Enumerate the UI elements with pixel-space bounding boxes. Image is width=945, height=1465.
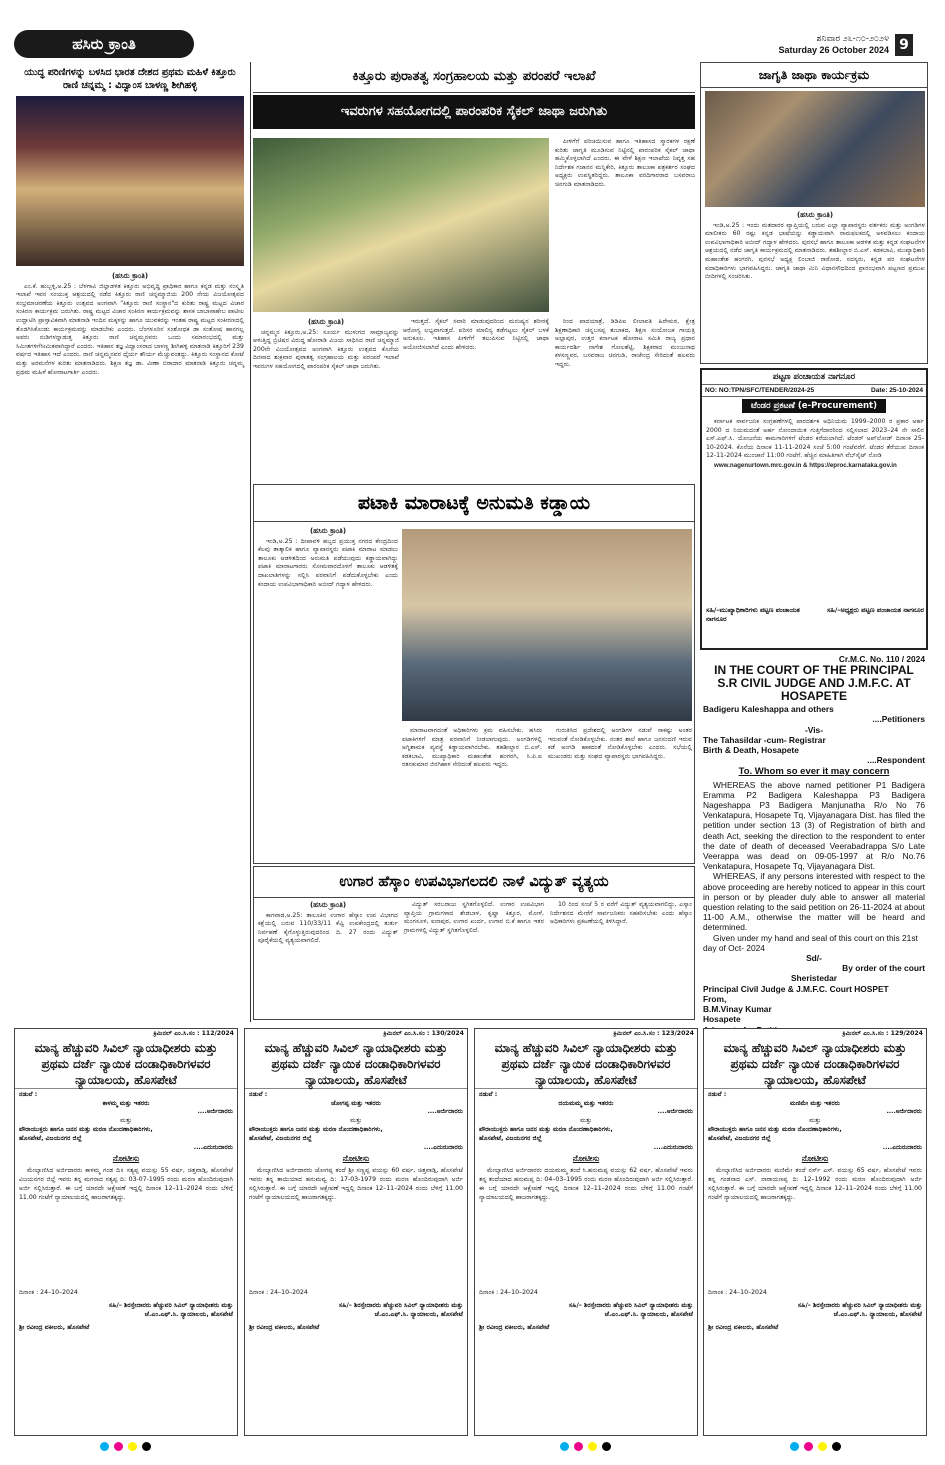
fireworks-headline: ಪಟಾಕಿ ಮಾರಾಟಕ್ಕೆ ಅನುಮತಿ ಕಡ್ಡಾಯ — [254, 485, 694, 522]
notice-body: ಮೇಲ್ಕಾಣಿಸಿದ ಅರ್ಜಿದಾರರು ದಯಮಮ್ಮ ತಂದೆ ಸಿ.ಹನುಮಪ್ಪ ವಯಸ್ಸು 62 ವರ್ಷ, ಹೊಸಪೇಟೆ ಇವರು ತನ್ನ ತಂದೆಯಾದ ಹನುಮಪ್ಪ ದಿ: 04–03–1995 ರಂದು ಮರಣ ಹೊಂದಿರುವುದಾಗಿ ಅರ್ಜಿ ಸಲ್ಲಿಸಿರುತ್ತಾರೆ. ಈ ಬಗ್ಗೆ ಯಾರದೇ ಆಕ್ಷೇಪಣೆ ಇದ್ದಲ್ಲಿ ದಿನಾಂಕ 12–11–2024 ರಂದು ಬೆಳಿಗ್ಗೆ 11.00 ಗಂಟೆಗೆ ನ್ಯಾಯಾಲಯದಲ್ಲಿ ಹಾಜರಾಗತಕ್ಕದ್ದು. — [479, 1167, 693, 1201]
notice-respondent-tag: ....ಎದುರುದಾರರು — [882, 1143, 922, 1151]
notice-between: ನಡುವೆ : — [479, 1090, 498, 1098]
tender-signature-president: ಸಹಿ/–ಅಧ್ಯಕ್ಷರು ಪಟ್ಟಣ ಪಂಚಾಯತ ನಾಗನೂರ — [826, 606, 924, 614]
notice-advocate: ಶ್ರೀ ರವೀಂದ್ರ ವಕೀಲರು, ಹೊಸಪೇಟೆ — [19, 1323, 90, 1331]
power-headline: ಉಗಾರ ಹೆಸ್ಕಾಂ ಉಪವಿಭಾಗಲದಲಿ ನಾಳೆ ವಿದ್ಯುತ್ ವ್ಯತ್ಯಯ — [254, 867, 694, 898]
court-petitioners-label: ....Petitioners — [872, 714, 925, 725]
registration-dot-yellow — [588, 1442, 597, 1451]
court-advocate: B.M.Vinay Kumar — [703, 1004, 772, 1015]
power-story — [253, 866, 695, 1020]
registration-dot-yellow — [128, 1442, 137, 1451]
court-place: Hosapete — [703, 1014, 741, 1025]
center-top-paragraph-b: ಚನ್ನಮ್ಮನ ಕಿತ್ತೂರು,ಅ.25: ಸೂರ್ಯ ಮುಳುಗದ ಸಾಮ್ರಾಜ್ಯವನ್ನು ಆಳುತ್ತಿದ್ದ ಬ್ರಿಟಿಷರ ವಿರುದ್ಧ ಹೋರಾಡಿ ವಿಜಯ ಸಾಧಿಸಿದ ರಾಣಿ ಚನ್ನಮ್ಮಾಜಿ 200ನೇ ವಿಜಯೋತ್ಸವದ ಅಂಗವಾಗಿ ಕಿತ್ತೂರು ಉತ್ಸವದ ಕೊನೆಯ ದಿನವಾದ ಶುಕ್ರವಾರ ಪುರಾತತ್ವ ಸಂಗ್ರಹಾಲಯ ಮತ್ತು ಪರಂಪರೆ ಇಲಾಖೆ ಇವರುಗಳ ಸಹಯೋಗದಲ್ಲಿ ಪಾರಂಪರಿಕ ಸೈಕಲ್ ಜಾಥಾ ಜರುಗಿತು. — [253, 328, 399, 370]
tender-paragraph: ಕರ್ನಾಟಕ ಸಾರ್ವಜನಿಕ ಸಂಗ್ರಹಣೆಗಳಲ್ಲಿ ಪಾರದರ್ಶಕ ಅಧಿನಿಯಮ 1999–2000 ರ ಪ್ರಕಾರ ಅರ್ಹ 2000 ದ ನಿಯಮದಂತೆ ಅರ್ಹ ನೋಂದಾಯಿತ ಗುತ್ತಿಗೆದಾರರಿಂದ ಸಲ್ಲಿಸಲಾದ 2023–24 ನೇ ಸಾಲಿನ ಎಸ್.ಎಫ್.ಸಿ. ಯೋಜನೆಯ ಕಾಮಗಾರಿಗಳಿಗೆ ಟೆಂಡರ ಕರೆಯಲಾಗಿದೆ. ಟೆಂಡರ್ ಅಪ್‌ಲೋಡ್ ದಿನಾಂಕ 25-10-2024. ಕೊನೆಯ ದಿನಾಂಕ 11-11-2024 ಸಂಜೆ 5:00 ಗಂಟೆವರೆಗೆ. ಟೆಂಡರ ತೆರೆಯುವ ದಿನಾಂಕ 12-11-2024 ಮುಂಜಾನೆ 11:00 ಗಂಟೆಗೆ. ಹೆಚ್ಚಿನ ಮಾಹಿತಿಗಾಗಿ ವೆಬ್‌ಸೈಟ್ ನೋಡಿ — [706, 418, 924, 460]
registration-dot-cyan — [790, 1442, 799, 1451]
court-body-1: WHEREAS the above named petitioner P1 Badigera Eramma P2 Badigera Kaleshappa P3 Badigera Nageshappa P3 Badigera Manjunatha R/o No 76 Venkatapura, Hosapete Tq, Vijayanagara Dist. has filed the petition under section 13 (3) of Registration of birth and death Act, seeking the direction to the respondent to enter the date of death of deceased Veerabadrappa S/o Late Veerappa was dead on 09-05-1997 at R/o No.76 Venkatapura, Hosapete Tq, Vijayanagara Dist. — [703, 779, 925, 872]
registration-dot-black — [602, 1442, 611, 1451]
court-respondent: The Tahasildar -cum- Registrar Birth & Death, Hosapete — [703, 734, 826, 756]
left-story-headline: ಯುದ್ಧ ಪರಿಣಿಗಳನ್ನು ಬಳಸಿದ ಭಾರತ ದೇಶದ ಪ್ರಥಮ ಮಹಿಳೆ ಕಿತ್ತೂರು ರಾಣಿ ಚನ್ನಮ್ಮ : ವಿದ್ವಾಂಸ ಬಾಳಣ್ಣ ಶೀಗಿಹಳ್ಳಿ — [24, 67, 236, 91]
notice-petitioner: ದಯಮಮ್ಮ ಮತ್ತು ಇತರರು — [558, 1099, 614, 1107]
court-petitioners: Badigeru Kaleshappa and others — [703, 704, 834, 715]
court-notice-kannada — [244, 1028, 468, 1436]
tender-body — [706, 418, 924, 598]
left-story-credit: (ಹಸಿರು ಕ್ರಾಂತಿ) — [111, 272, 149, 280]
date-english: Saturday 26 October 2024 — [778, 45, 889, 55]
fireworks-paragraph-c: ಗುರುತಿಸಿದ ಪ್ರದೇಶದಲ್ಲಿ ಅಂಗಡಿಗಳ ನಡುವೆ ಸಾಕಷ್ಟು ಅಂತರ ಇರುವಂತೆ ನೋಡಿಕೊಳ್ಳಬೇಕು. ನಂತರ ಶಾಲೆ ಹಾಗೂ ಜನಸಂದಣಿ ಇರುವ ಕಡೆ ಅಂಗಡಿ ಹಾಕದಂತೆ ನೋಡಿಕೊಳ್ಳಬೇಕು ಎಂದರು. ಸಭೆಯಲ್ಲಿ ಮುಖಂಡರು ಮತ್ತು ಸಂಘದ ವ್ಯಾಪಾರಸ್ಥರು ಭಾಗವಹಿಸಿದ್ದರು. — [548, 727, 692, 760]
tender-website: www.nagenurtown.mrc.gov.in & https://eproc.karnataka.gov.in — [714, 461, 897, 469]
tender-date: Date: 25-10-2024 — [870, 387, 923, 394]
court-notice-kannada — [703, 1028, 927, 1436]
awareness-paragraph: ಇಂಡಿ,ಅ.25 : ಇಂದು ಮತದಾರರ ವ್ಯಾಪ್ತಿಯಲ್ಲಿ ಬರುವ ಎಲ್ಲಾ ವ್ಯಾಪಾರಸ್ಥರು ವರ್ತಕರು ಮತ್ತು ಅಂಗಡಿಗಳ ಮಾಲೀಕರು 60 ರಷ್ಟು ಕನ್ನಡ ಭಾಷೆಯನ್ನು ಕಡ್ಡಾಯವಾಗಿ ನಾಮಫಲಕದಲ್ಲಿ ಅಳವಡಿಸಲು ಕಂದಾಯ ಉಪವಿಭಾಗಾಧಿಕಾರಿ ಅಬೀದ್ ಗದ್ಯಾಳ ಹೇಳಿದರು. ಪುರಸಭೆ ಹಾಗೂ ತಾಲೂಕಾ ಆಡಳಿತ ಮತ್ತು ಕನ್ನಡ ಸಂಘಟನೆಗಳ ಆಶ್ರಯದಲ್ಲಿ ನಡೆದ ಜಾಗೃತಿ ಕಾರ್ಯಕ್ರಮದಲ್ಲಿ ಮಾತನಾಡಿದರು. ತಹಶೀಲ್ದಾರ ಬಿ.ಎಸ್. ಕಡಕಬಾವಿ, ಮುಖ್ಯಾಧಿಕಾರಿ ಮಹಾಂತೇಶ ಹಂಗರಗಿ, ಪುರಸಭೆ ಅಧ್ಯಕ್ಷ ಲಿಂಬಾಜಿ ರಾಠೋಡ, ಸದಸ್ಯರು, ಕನ್ನಡ ಪರ ಸಂಘಟನೆಗಳ ಪದಾಧಿಕಾರಿಗಳು ಭಾಗವಹಿಸಿದ್ದರು. ಜಾಗೃತಿ ಜಾಥಾ ಮಿನಿ ವಿಧಾನಸೌಧದಿಂದ ಪ್ರಾರಂಭವಾಗಿ ಪಟ್ಟಣದ ಪ್ರಮುಖ ಬೀದಿಗಳಲ್ಲಿ ಸಂಚರಿಸಿತು. — [705, 221, 925, 281]
page-number: 9 — [895, 34, 913, 56]
notice-signature: ಸಹಿ/– ಶಿರಸ್ತೇದಾರರು ಹೆಚ್ಚುವರಿ ಸಿವಿಲ್ ನ್ಯಾಯಾಧೀಶರು ಮತ್ತು ಜೆ.ಎಂ.ಎಫ್.ಸಿ. ನ್ಯಾಯಾಲಯ, ಹೊಸಪೇಟೆ — [797, 1301, 922, 1318]
court-sd: Sd/- — [806, 953, 822, 964]
notice-advocate: ಶ್ರೀ ರವೀಂದ್ರ ವಕೀಲರು, ಹೊಸಪೇಟೆ — [479, 1323, 550, 1331]
center-top-paragraph-a: ಪೀಳಿಗೆಗೆ ಪರಿಚಯಿಸುವ ಹಾಗೂ ಇತಿಹಾಸದ ಸ್ಮಾರಕಗಳ ರಕ್ಷಣೆ ಕುರಿತು ಜಾಗೃತಿ ಮೂಡಿಸುವ ನಿಟ್ಟಿನಲ್ಲಿ ಪಾರಂಪರಿಕ ಸೈಕಲ್ ಜಾಥಾ ಹಮ್ಮಿಕೊಳ್ಳಲಾಗಿದೆ ಎಂದರು. ಈ ವೇಳೆ ಶಿಕ್ಷಣ ಇಲಾಖೆಯ ನಿವೃತ್ತ ಸಹ ನಿರ್ದೇಶಕ ಗಜಾನನ ಮನ್ನಿಕೇರಿ, ಕಿತ್ತೂರು ತಾಲೂಕಾ ಪತ್ರಕರ್ತರ ಸಂಘದ ಅಧ್ಯಕ್ಷರು ಉಪಸ್ಥಿತರಿದ್ದರು. ತಾಲೂಕಾ ವರದಿಗಾರರಾದ ಬಸವರಾಜ ಚಿನಗುಡಿ ಮಾತನಾಡಿದರು. — [555, 138, 695, 188]
notice-case-number: ಕ್ರಿಮಿನಲ್ ಎಂ.ಸಿ.ಸಂ : 112/2024 — [153, 1030, 234, 1037]
registration-dot-cyan — [100, 1442, 109, 1451]
notice-court-title: ಮಾನ್ಯ ಹೆಚ್ಚುವರಿ ಸಿವಿಲ್ ನ್ಯಾಯಾಧೀಶರು ಮತ್ತು ಪ್ರಥಮ ದರ್ಜೆ ನ್ಯಾಯಿಕ ದಂಡಾಧಿಕಾರಿಗಳವರ ನ್ಯಾಯಾಲಯ, ಹೊಸಪೇಟೆ — [475, 1040, 697, 1089]
notice-signature: ಸಹಿ/– ಶಿರಸ್ತೇದಾರರು ಹೆಚ್ಚುವರಿ ಸಿವಿಲ್ ನ್ಯಾಯಾಧೀಶರು ಮತ್ತು ಜೆ.ಎಂ.ಎಫ್.ಸಿ. ನ್ಯಾಯಾಲಯ, ಹೊಸಪೇಟೆ — [568, 1301, 693, 1318]
date-kannada: ಶನಿವಾರ ೨೬-೧೦-೨೦೨೪ — [816, 33, 889, 43]
notice-and: ಮತ್ತು — [120, 1117, 132, 1125]
court-order: By order of the court — [842, 963, 925, 974]
notice-respondent-tag: ....ಎದುರುದಾರರು — [653, 1143, 693, 1151]
center-top-story — [253, 62, 695, 482]
center-top-credit: (ಹಸಿರು ಕ್ರಾಂತಿ) — [307, 318, 345, 326]
left-story-body — [16, 272, 244, 1020]
court-body-3: Given under my hand and seal of this court on this 21st day of Oct- 2024 — [703, 932, 918, 953]
notice-court-title: ಮಾನ್ಯ ಹೆಚ್ಚುವರಿ ಸಿವಿಲ್ ನ್ಯಾಯಾಧೀಶರು ಮತ್ತು ಪ್ರಥಮ ದರ್ಜೆ ನ್ಯಾಯಿಕ ದಂಡಾಧಿಕಾರಿಗಳವರ ನ್ಯಾಯಾಲಯ, ಹೊಸಪೇಟೆ — [245, 1040, 467, 1089]
left-story — [14, 66, 246, 1022]
column-divider — [250, 62, 251, 1022]
center-top-paragraph-d: ರಿಂದ ಪಾದಯಾತ್ರೆ, ಡಿಡಿಪಿಐ ಲೀಲಾವತಿ ಹಿರೇಮಠ, ಕ್ಷೇತ್ರ ಶಿಕ್ಷಣಾಧಿಕಾರಿ ಚನ್ನಬಸಪ್ಪ ತುಬಾಕದ, ಶಿಕ್ಷಣ ಸಂಯೋಜಕ ಗಾಯತ್ರಿ ಅಲ್ಲಾಪುರ, ಉತ್ತರ ಕರ್ನಾಟಕ ಹೋರಾಟ ಸಮಿತಿ ರಾಜ್ಯ ಪ್ರಧಾನ ಕಾರ್ಯದರ್ಶಿ ನಾಗೇಶ ಗೋಲಶೆಟ್ಟಿ, ಶಿಕ್ಷಕರಾದ ಮಂಜುನಾಥ ಕಳಸಣ್ಣವರ, ಬಸವರಾಜ ಚಿನಗುಡಿ, ರಾಜೇಂದ್ರ ಸೇರಿದಂತೆ ಹಲವರು ಇದ್ದರು. — [555, 318, 695, 368]
awareness-headline: ಜಾಗೃತಿ ಜಾಥಾ ಕಾರ್ಯಕ್ರಮ — [701, 63, 927, 88]
tender-notice — [700, 368, 928, 650]
fireworks-paragraph-a: ಇಂಡಿ,ಅ.25 : ದೀಪಾವಳಿ ಹಬ್ಬದ ಪ್ರಯುಕ್ತ ನಗರದ ಕೇಂದ್ರದಿಂದ ಕೆಲವು ತಾತ್ಕಾಲಿಕ ಹಾಗೂ ವ್ಯಾಪಾರಸ್ಥರು ಪಟಾಕಿ ಮಾರಾಟ ಮಾಡಲು ತಾಲೂಕು ಆಡಳಿತದಿಂದ ಅನುಮತಿ ಪಡೆಯುವುದು ಕಡ್ಡಾಯವಾಗಿದ್ದು ಪಟಾಕಿ ಮಾರಾಟಗಾರರು ಸೋಮವಾರದೊಳಗೆ ತಾಲೂಕು ಆಡಳಿತಕ್ಕೆ ದಾಖಲಾತಿಗಳನ್ನು ಸಲ್ಲಿಸಿ ಪರವಾನಿಗೆ ಪಡೆದುಕೊಳ್ಳಬೇಕು ಎಂದು ಕಂದಾಯ ಉಪವಿಭಾಗಾಧಿಕಾರಿ ಅಬೀದ್ ಗದ್ಯಾಳ ಹೇಳಿದರು. — [258, 537, 398, 588]
center-top-body-a — [555, 138, 695, 312]
notice-label: ನೋಟೀಸು — [342, 1154, 370, 1164]
power-body-b — [404, 901, 544, 1017]
tender-number: NO: NO:TPN/SFC/TENDER/2024-25 — [705, 387, 815, 394]
notice-court-title: ಮಾನ್ಯ ಹೆಚ್ಚುವರಿ ಸಿವಿಲ್ ನ್ಯಾಯಾಧೀಶರು ಮತ್ತು ಪ್ರಥಮ ದರ್ಜೆ ನ್ಯಾಯಿಕ ದಂಡಾಧಿಕಾರಿಗಳವರ ನ್ಯಾಯಾಲಯ, ಹೊಸಪೇಟೆ — [704, 1040, 926, 1089]
notice-parties — [475, 1089, 697, 1335]
court-notice-kannada — [14, 1028, 238, 1436]
registration-dot-magenta — [114, 1442, 123, 1451]
center-top-body-c — [403, 318, 549, 482]
registration-dot-black — [832, 1442, 841, 1451]
center-top-headline-2: ಇವರುಗಳ ಸಹಯೋಗದಲ್ಲಿ ಪಾರಂಪರಿಕ ಸೈಕಲ್ ಜಾಥಾ ಜರುಗಿತು — [253, 95, 695, 129]
fireworks-photo — [402, 529, 692, 721]
court-case-number: Cr.M.C. No. 110 / 2024 — [838, 654, 925, 664]
notice-between: ನಡುವೆ : — [708, 1090, 727, 1098]
notice-respondent: ಪೌರಾಯುಕ್ತರು ಹಾಗೂ ಜನನ ಮತ್ತು ಮರಣ ನೊಂದಣಾಧಿಕಾರಿಗಳು, ಹೊಸಪೇಟೆ, ವಿಜಯನಗರ ಜಿಲ್ಲೆ — [249, 1125, 383, 1142]
notice-petitioner-tag: ....ಅರ್ಜಿದಾರರು — [427, 1108, 463, 1116]
fireworks-body-b — [402, 727, 542, 861]
notice-and: ಮತ್ತು — [350, 1117, 362, 1125]
court-notice-kannada — [474, 1028, 698, 1436]
registration-dot-magenta — [804, 1442, 813, 1451]
court-respondent-label: ....Respondent — [867, 755, 925, 766]
notice-advocate: ಶ್ರೀ ರವೀಂದ್ರ ವಕೀಲರು, ಹೊಸಪೇಟೆ — [249, 1323, 320, 1331]
power-credit: (ಹಸಿರು ಕ್ರಾಂತಿ) — [309, 901, 347, 909]
notice-case-number: ಕ್ರಿಮಿನಲ್ ಎಂ.ಸಿ.ಸಂ : 129/2024 — [842, 1030, 923, 1037]
court-title: IN THE COURT OF THE PRINCIPAL S.R CIVIL JUDGE AND J.M.F.C. AT HOSAPETE — [714, 663, 914, 704]
court-whom: To. Whom so ever it may concern — [738, 766, 890, 778]
notice-petitioner: ಕಾಳಮ್ಮ ಮತ್ತು ಇತರರು — [102, 1099, 150, 1107]
tender-ref-row — [702, 385, 926, 397]
notice-respondent: ಪೌರಾಯುಕ್ತರು ಹಾಗೂ ಜನನ ಮತ್ತು ಮರಣ ನೊಂದಣಾಧಿಕಾರಿಗಳು, ಹೊಸಪೇಟೆ, ವಿಜಯನಗರ ಜಿಲ್ಲೆ — [708, 1125, 842, 1142]
notice-label: ನೋಟೀಸು — [112, 1154, 140, 1164]
registration-dot-magenta — [574, 1442, 583, 1451]
tender-signature-chief: ಸಹಿ/–ಮುಖ್ಯಾಧಿಕಾರಿಗಳು ಪಟ್ಟಣ ಪಂಚಾಯತ ನಾಗನೂರ — [706, 606, 800, 623]
masthead: ಹಸಿರು ಕ್ರಾಂತಿ — [14, 30, 194, 58]
notice-body: ಮೇಲ್ಕಾಣಿಸಿದ ಅರ್ಜಿದಾರರು ಮಣಿಮೇ ತಂದೆ ನರ್ಸ್ ಎಸ್. ವಯಸ್ಸು 65 ವರ್ಷ, ಹೊಸಪೇಟೆ ಇವರು ತನ್ನ ಗಂಡನಾದ ಎಸ್. ನಾರಾಯಣಪ್ಪ ದಿ: 12–1992 ರಂದು ಮರಣ ಹೊಂದಿರುವುದಾಗಿ ಅರ್ಜಿ ಸಲ್ಲಿಸಿರುತ್ತಾರೆ. ಈ ಬಗ್ಗೆ ಯಾರದೇ ಆಕ್ಷೇಪಣೆ ಇದ್ದಲ್ಲಿ ದಿನಾಂಕ 12–11–2024 ರಂದು ಬೆಳಿಗ್ಗೆ 11.00 ಗಂಟೆಗೆ ನ್ಯಾಯಾಲಯದಲ್ಲಿ ಹಾಜರಾಗತಕ್ಕದ್ದು. — [708, 1167, 922, 1201]
court-from: From, — [703, 993, 727, 1004]
registration-dot-black — [142, 1442, 151, 1451]
notice-date: ದಿನಾಂಕ : 24–10–2024 — [479, 1289, 538, 1297]
registration-dot-cyan — [560, 1442, 569, 1451]
center-top-headline-1: ಕಿತ್ತೂರು ಪುರಾತತ್ವ ಸಂಗ್ರಹಾಲಯ ಮತ್ತು ಪರಂಪರೆ ಇಲಾಖೆ — [253, 62, 695, 93]
court-sheristedar: Sheristedar — [790, 973, 838, 984]
fireworks-body-c — [548, 727, 692, 861]
notice-and: ಮತ್ತು — [580, 1117, 592, 1125]
awareness-credit: (ಹಸಿರು ಕ್ರಾಂತಿ) — [796, 211, 834, 219]
awareness-story — [700, 62, 928, 364]
notice-respondent: ಪೌರಾಯುಕ್ತರು ಹಾಗೂ ಜನನ ಮತ್ತು ಮರಣ ನೊಂದಣಾಧಿಕಾರಿಗಳು, ಹೊಸಪೇಟೆ, ವಿಜಯನಗರ ಜಿಲ್ಲೆ — [479, 1125, 613, 1142]
notice-date: ದಿನಾಂಕ : 24–10–2024 — [19, 1289, 78, 1297]
notice-signature: ಸಹಿ/– ಶಿರಸ್ತೇದಾರರು ಹೆಚ್ಚುವರಿ ಸಿವಿಲ್ ನ್ಯಾಯಾಧೀಶರು ಮತ್ತು ಜೆ.ಎಂ.ಎಫ್.ಸಿ. ನ್ಯಾಯಾಲಯ, ಹೊಸಪೇಟೆ — [338, 1301, 463, 1318]
notice-between: ನಡುವೆ : — [19, 1090, 38, 1098]
awareness-body — [705, 211, 925, 361]
notice-respondent: ಪೌರಾಯುಕ್ತರು ಹಾಗೂ ಜನನ ಮತ್ತು ಮರಣ ನೊಂದಣಾಧಿಕಾರಿಗಳು, ಹೊಸಪೇಟೆ, ವಿಜಯನಗರ ಜಿಲ್ಲೆ — [19, 1125, 153, 1142]
court-body-2: WHEREAS, if any persons interested with respect to the above proceeding are hereby noticed to appear in this court in person or by pleader duly able to answer all material question relating to the said petition on 26-11-2024 at about 11-00 A.M., otherwise the matter will be heard and determined. — [703, 871, 925, 933]
fireworks-paragraph-b: ಮಾರಾಟವಾಗದಂತೆ ಅಧಿಕಾರಿಗಳು ಕ್ರಮ ವಹಿಸಬೇಕು. ಹಸಿರು ಪಟಾಕಿಗಳಿಗೆ ಮಾತ್ರ ಪರವಾನಿಗೆ ನೀಡಲಾಗುವುದು. ಅಂಗಡಿಗಳಲ್ಲಿ ಅಗ್ನಿಶಾಮಕ ವ್ಯವಸ್ಥೆ ಕಡ್ಡಾಯವಾಗಿರಬೇಕು. ತಹಶೀಲ್ದಾರ ಬಿ.ಎಸ್. ಕಡಕಬಾವಿ, ಮುಖ್ಯಾಧಿಕಾರಿ ಮಹಾಂತೇಶ ಹಂಗರಗಿ, ಸಿ.ಪಿ.ಐ ರತನಕುಮಾರ ಜಿರಗಿಹಾಳ ಸೇರಿದಂತೆ ಹಲವರು ಇದ್ದರು. — [402, 727, 542, 769]
notice-date: ದಿನಾಂಕ : 24–10–2024 — [249, 1289, 308, 1297]
notice-petitioner-tag: ....ಅರ್ಜಿದಾರರು — [886, 1108, 922, 1116]
notice-label: ನೋಟೀಸು — [572, 1154, 600, 1164]
notice-signature: ಸಹಿ/– ಶಿರಸ್ತೇದಾರರು ಹೆಚ್ಚುವರಿ ಸಿವಿಲ್ ನ್ಯಾಯಾಧೀಶರು ಮತ್ತು ಜೆ.ಎಂ.ಎಫ್.ಸಿ. ನ್ಯಾಯಾಲಯ, ಹೊಸಪೇಟೆ — [108, 1301, 233, 1318]
court-versus: -Vis- — [805, 724, 823, 735]
center-top-body-d — [555, 318, 695, 482]
page-header — [14, 30, 919, 60]
tender-org: ಪಟ್ಟಣ ಪಂಚಾಯತ ನಾಗನೂರ — [702, 370, 926, 385]
fireworks-body-a — [258, 527, 398, 857]
left-story-paragraph: ಎಂ.ಕೆ. ಹುಬ್ಬಳ್ಳಿ,ಅ.25 : ಬೆಳಗಾವಿ ಜಿಲ್ಲಾಡಳಿತ ಕಿತ್ತೂರು ಅಭಿವೃದ್ಧಿ ಪ್ರಾಧಿಕಾರ ಹಾಗೂ ಕನ್ನಡ ಮತ್ತು ಸಂಸ್ಕೃತಿ ಇಲಾಖೆ ಇವರ ಸಂಯುಕ್ತ ಆಶ್ರಯದಲ್ಲಿ ನಡೆದ ಕಿತ್ತೂರು ರಾಣಿ ಚನ್ನಮ್ಮಾಜಿಯ 200 ನೇಯ ವಿಜಯೋತ್ಸವದ ಸಂಭ್ರಮಾಚರಣೆಯ ಕಿತ್ತೂರು ಉತ್ಸವದ ಅಂಗವಾಗಿ "ಕಿತ್ತೂರು ರಾಣಿ ಸಂಸ್ಥಾನ"ದ ಕುರಿತು ರಾಷ್ಟ್ರ ಮಟ್ಟದ ವಿಚಾರ ಸಂಕಿರಣ ಕಾರ್ಯಕ್ರಮ ಜರುಗಿತು. ರಾಷ್ಟ್ರ ಮಟ್ಟದ ವಿಚಾರ ಸಂಕಿರಣ ಕಾರ್ಯಕ್ರಮವನ್ನು ಶಾಸಕ ಬಾಬಾಸಾಹೇಬ ಪಾಟೀಲ ಉದ್ಘಾಟಿಸಿ ಪ್ರಾಸ್ತಾವಿಕವಾಗಿ ಮಾತನಾಡಿ ಇಂದಿನ ಮಕ್ಕಳನ್ನು ಹಾಗೂ ಯುವಕರನ್ನು ಇಂತಹ ರಾಷ್ಟ್ರ ಮಟ್ಟದ ಸಂಕೀರಣದಲ್ಲಿ ತೊಡಗಿಸಿಕೊಂಡು ಕಾರ್ಯಕ್ರಮವನ್ನು ಮಾಡಬೇಕು ಎಂದರು. ಬೆಂಗಳೂರಿನ ಸಂಶೋಧಕ ಡಾ ಸಂತೋಷ ಹಾನಗಲ್ಲ ಅವರು ನುಡಿಗಳನ್ನಾಡುತ್ತ ಕಿತ್ತೂರು ರಾಣಿ ಚನ್ನಮ್ಮನವರು ಒಂದು ಸಮಾರಂಭದಲ್ಲಿ ಮತ್ತು ಸಿಮೀತಗಳಿಗೆಸೀಮಿತವಾಗಿದ್ದಾರೆ ಎಂದರು. ಇತಿಹಾಸ ತಜ್ಞ ವಿದ್ವಾಂಸರಾದ ಬಾಳಣ್ಣ ಶೀಗಿಹಳ್ಳಿ ಮಾತನಾಡಿ ಕಿತ್ತೂರಿಗೆ 239 ವರ್ಷದ ಇತಿಹಾಸ ಇದೆ ಎಂದರು. ರಾಣಿ ಚನ್ನಮ್ಮನವರ ಧೈರ್ಯ ಶೌರ್ಯ ಮೆಚ್ಚುವಂತದ್ದು. ಕಿತ್ತೂರು ಸಂಸ್ಥಾನದ ಕೋಟೆ ಮತ್ತು ಅರಮನೆಗಳ ಕುರಿತು ಮಾತನಾಡಿದರು. ಶಿಕ್ಷಣ ತಜ್ಞ ಡಾ. ವೀಣಾ ಬಿರಾದಾರ ಮಾತನಾಡಿ ಕಿತ್ತೂರು ಚನ್ನಮ್ಮ ಪ್ರಥಮ ಮಹಿಳೆ ಹೋರಾಟಗಾರ್ತಿ ಎಂದರು. — [16, 282, 244, 376]
registration-dot-yellow — [818, 1442, 827, 1451]
power-body-a — [258, 901, 398, 1017]
notice-court-title: ಮಾನ್ಯ ಹೆಚ್ಚುವರಿ ಸಿವಿಲ್ ನ್ಯಾಯಾಧೀಶರು ಮತ್ತು ಪ್ರಥಮ ದರ್ಜೆ ನ್ಯಾಯಿಕ ದಂಡಾಧಿಕಾರಿಗಳವರ ನ್ಯಾಯಾಲಯ, ಹೊಸಪೇಟೆ — [15, 1040, 237, 1089]
notice-advocate: ಶ್ರೀ ರವೀಂದ್ರ ವಕೀಲರು, ಹೊಸಪೇಟೆ — [708, 1323, 779, 1331]
notice-respondent-tag: ....ಎದುರುದಾರರು — [193, 1143, 233, 1151]
date-block — [778, 32, 889, 56]
fireworks-story — [253, 484, 695, 864]
power-paragraph-c: 10 ರಿಂದ ಸಂಜೆ 5 ರ ವರೆಗೆ ವಿದ್ಯುತ್ ವ್ಯತ್ಯಯವಾಗಲಿದ್ದು, ಎಸ್ಕಾಂ ನಿರ್ದೇಶನದ ಮೇರೆಗೆ ಸಾರ್ವಜನಿಕರು ಸಹಕರಿಸಬೇಕು ಎಂದು ಹೆಸ್ಕಾಂ ಅಧಿಕಾರಿಗಳು ಪ್ರಕಟಣೆಯಲ್ಲಿ ತಿಳಿಸಿದ್ದಾರೆ. — [550, 901, 692, 926]
notice-parties — [704, 1089, 926, 1335]
center-top-photo — [253, 138, 549, 312]
notice-body: ಮೇಲ್ಕಾಣಿಸಿದ ಅರ್ಜಿದಾರರು ಕಾಳಮ್ಮ ಗಂಡ ದಿ॥ ಸತ್ಯಪ್ಪ ವಯಸ್ಸು 55 ವರ್ಷ, ಚಿತ್ತವಾಡ್ಗಿ, ಹೊಸಪೇಟೆ ವಿಜಯನಗರ ಜಿಲ್ಲೆ ಇವರು ತನ್ನ ಮಗನಾದ ಸತ್ಯಪ್ಪ ದಿ: 03-07-1995 ರಂದು ಮರಣ ಹೊಂದಿರುವುದಾಗಿ ಅರ್ಜಿ ಸಲ್ಲಿಸಿರುತ್ತಾರೆ. ಈ ಬಗ್ಗೆ ಯಾರದೇ ಆಕ್ಷೇಪಣೆ ಇದ್ದಲ್ಲಿ ದಿನಾಂಕ 12–11–2024 ರಂದು ಬೆಳಿಗ್ಗೆ 11.00 ಗಂಟೆಗೆ ನ್ಯಾಯಾಲಯದಲ್ಲಿ ಹಾಜರಾಗತಕ್ಕದ್ದು. — [19, 1167, 233, 1201]
notice-parties — [245, 1089, 467, 1335]
notice-label: ನೋಟೀಸು — [801, 1154, 829, 1164]
power-body-c — [550, 901, 692, 1017]
power-paragraph-a: ಕಾಗವಾಡ,ಅ.25: ತಾಲೂಕಿನ ಉಗಾರ ಹೆಸ್ಕಾಂ ಉಪ ವಿಭಾಗದ ಕಕ್ಷೆಯಲ್ಲಿ ಬರುವ 110/33/11 ಕೆವ್ವಿ ಉಪಕೇಂದ್ರದಲ್ಲಿ ತುರ್ತು ನಿರ್ವಹಣೆ ಕೈಗೊಳ್ಳುತ್ತಿರುವುದರಿಂದ ದಿ. 27 ರಂದು ವಿದ್ಯುತ್ ಪೂರೈಕೆಯಲ್ಲಿ ವ್ಯತ್ಯಯವಾಗಲಿದೆ. — [258, 911, 398, 945]
notice-respondent-tag: ....ಎದುರುದಾರರು — [423, 1143, 463, 1151]
tender-title: ಟೆಂಡರ ಪ್ರಕಟಣೆ (e-Procurement) — [742, 399, 886, 413]
notice-parties — [15, 1089, 237, 1335]
court-principal: Principal Civil Judge & J.M.F.C. Court HOSPET — [703, 983, 889, 994]
awareness-photo — [705, 91, 925, 207]
notice-and: ಮತ್ತು — [809, 1117, 821, 1125]
fireworks-credit: (ಹಸಿರು ಕ್ರಾಂತಿ) — [309, 527, 347, 535]
notice-petitioner: ಮಣಿಮೇ ಮತ್ತು ಇತರರು — [790, 1099, 840, 1107]
notice-petitioner: ಜೋಗಪ್ಪ ಮತ್ತು ಇತರರು — [331, 1099, 381, 1107]
notice-petitioner-tag: ....ಅರ್ಜಿದಾರರು — [657, 1108, 693, 1116]
notice-petitioner-tag: ....ಅರ್ಜಿದಾರರು — [197, 1108, 233, 1116]
left-story-photo — [16, 96, 244, 266]
tender-signatures — [706, 606, 924, 624]
notice-body: ಮೇಲ್ಕಾಣಿಸಿದ ಅರ್ಜಿದಾರರು ಜೋಗಪ್ಪ ತಂದೆ ಶ್ರೀ ಸಣ್ಣಪ್ಪ ವಯಸ್ಸು 60 ವರ್ಷ, ಚಿತ್ತವಾಡ್ಗಿ, ಹೊಸಪೇಟೆ ಇವರು ತನ್ನ ತಾಯಿಯಾದ ಹನುಮವ್ವ ದಿ: 17-03-1979 ರಂದು ಮರಣ ಹೊಂದಿರುವುದಾಗಿ ಅರ್ಜಿ ಸಲ್ಲಿಸಿರುತ್ತಾರೆ. ಈ ಬಗ್ಗೆ ಯಾರದೇ ಆಕ್ಷೇಪಣೆ ಇದ್ದಲ್ಲಿ ದಿನಾಂಕ 12–11–2024 ರಂದು ಬೆಳಿಗ್ಗೆ 11.00 ಗಂಟೆಗೆ ನ್ಯಾಯಾಲಯದಲ್ಲಿ ಹಾಜರಾಗತಕ್ಕದ್ದು. — [249, 1167, 463, 1201]
center-top-paragraph-c: ಇರುತ್ತದೆ. ಸೈಕಲ್ ಸವಾರಿ ಮಾಡುವುದರಿಂದ ಮನುಷ್ಯನ ಶರೀರಕ್ಕೆ ಆರೋಗ್ಯ ಲಭ್ಯವಾಗುತ್ತದೆ. ಪರಿಸರ ಮಾಲಿನ್ಯ ತಡೆಗಟ್ಟಲು ಸೈಕಲ್ ಬಳಕೆ ಅನುಕೂಲ. ಇತಿಹಾಸ ಪೀಳಿಗೆಗೆ ತಲುಪಿಸುವ ನಿಟ್ಟಿನಲ್ಲಿ ಜಾಥಾ ಆಯೋಜಿಸಲಾಗಿದೆ ಎಂದು ಹೇಳಿದರು. — [403, 318, 549, 351]
court-notice-english — [700, 654, 928, 1025]
notice-case-number: ಕ್ರಿಮಿನಲ್ ಎಂ.ಸಿ.ಸಂ : 130/2024 — [383, 1030, 464, 1037]
center-top-body-b — [253, 318, 399, 482]
notice-case-number: ಕ್ರಿಮಿನಲ್ ಎಂ.ಸಿ.ಸಂ : 123/2024 — [613, 1030, 694, 1037]
power-paragraph-b: ವಿದ್ಯುತ್ ಸರಬರಾಜು ಸ್ಥಗಿತಗೊಳ್ಳಲಿದೆ. ಉಗಾರ ಉಪವಿಭಾಗ ವ್ಯಾಪ್ತಿಯ ಗ್ರಾಮಗಳಾದ ಶೇಡಬಾಳ, ಕೃಷ್ಣಾ ಕಿತ್ತೂರ, ಮೋಳೆ, ಮಂಗಸೂಳಿ, ಐನಾಪುರ, ಉಗಾರ ಖುರ್ದ, ಉಗಾರ ಬಿ.ಕೆ ಹಾಗೂ ಇತರ ಗ್ರಾಮಗಳಲ್ಲಿ ವಿದ್ಯುತ್ ಸ್ಥಗಿತಗೊಳ್ಳಲಿದೆ. — [404, 901, 544, 934]
notice-date: ದಿನಾಂಕ : 24–10–2024 — [708, 1289, 767, 1297]
notice-between: ನಡುವೆ : — [249, 1090, 268, 1098]
